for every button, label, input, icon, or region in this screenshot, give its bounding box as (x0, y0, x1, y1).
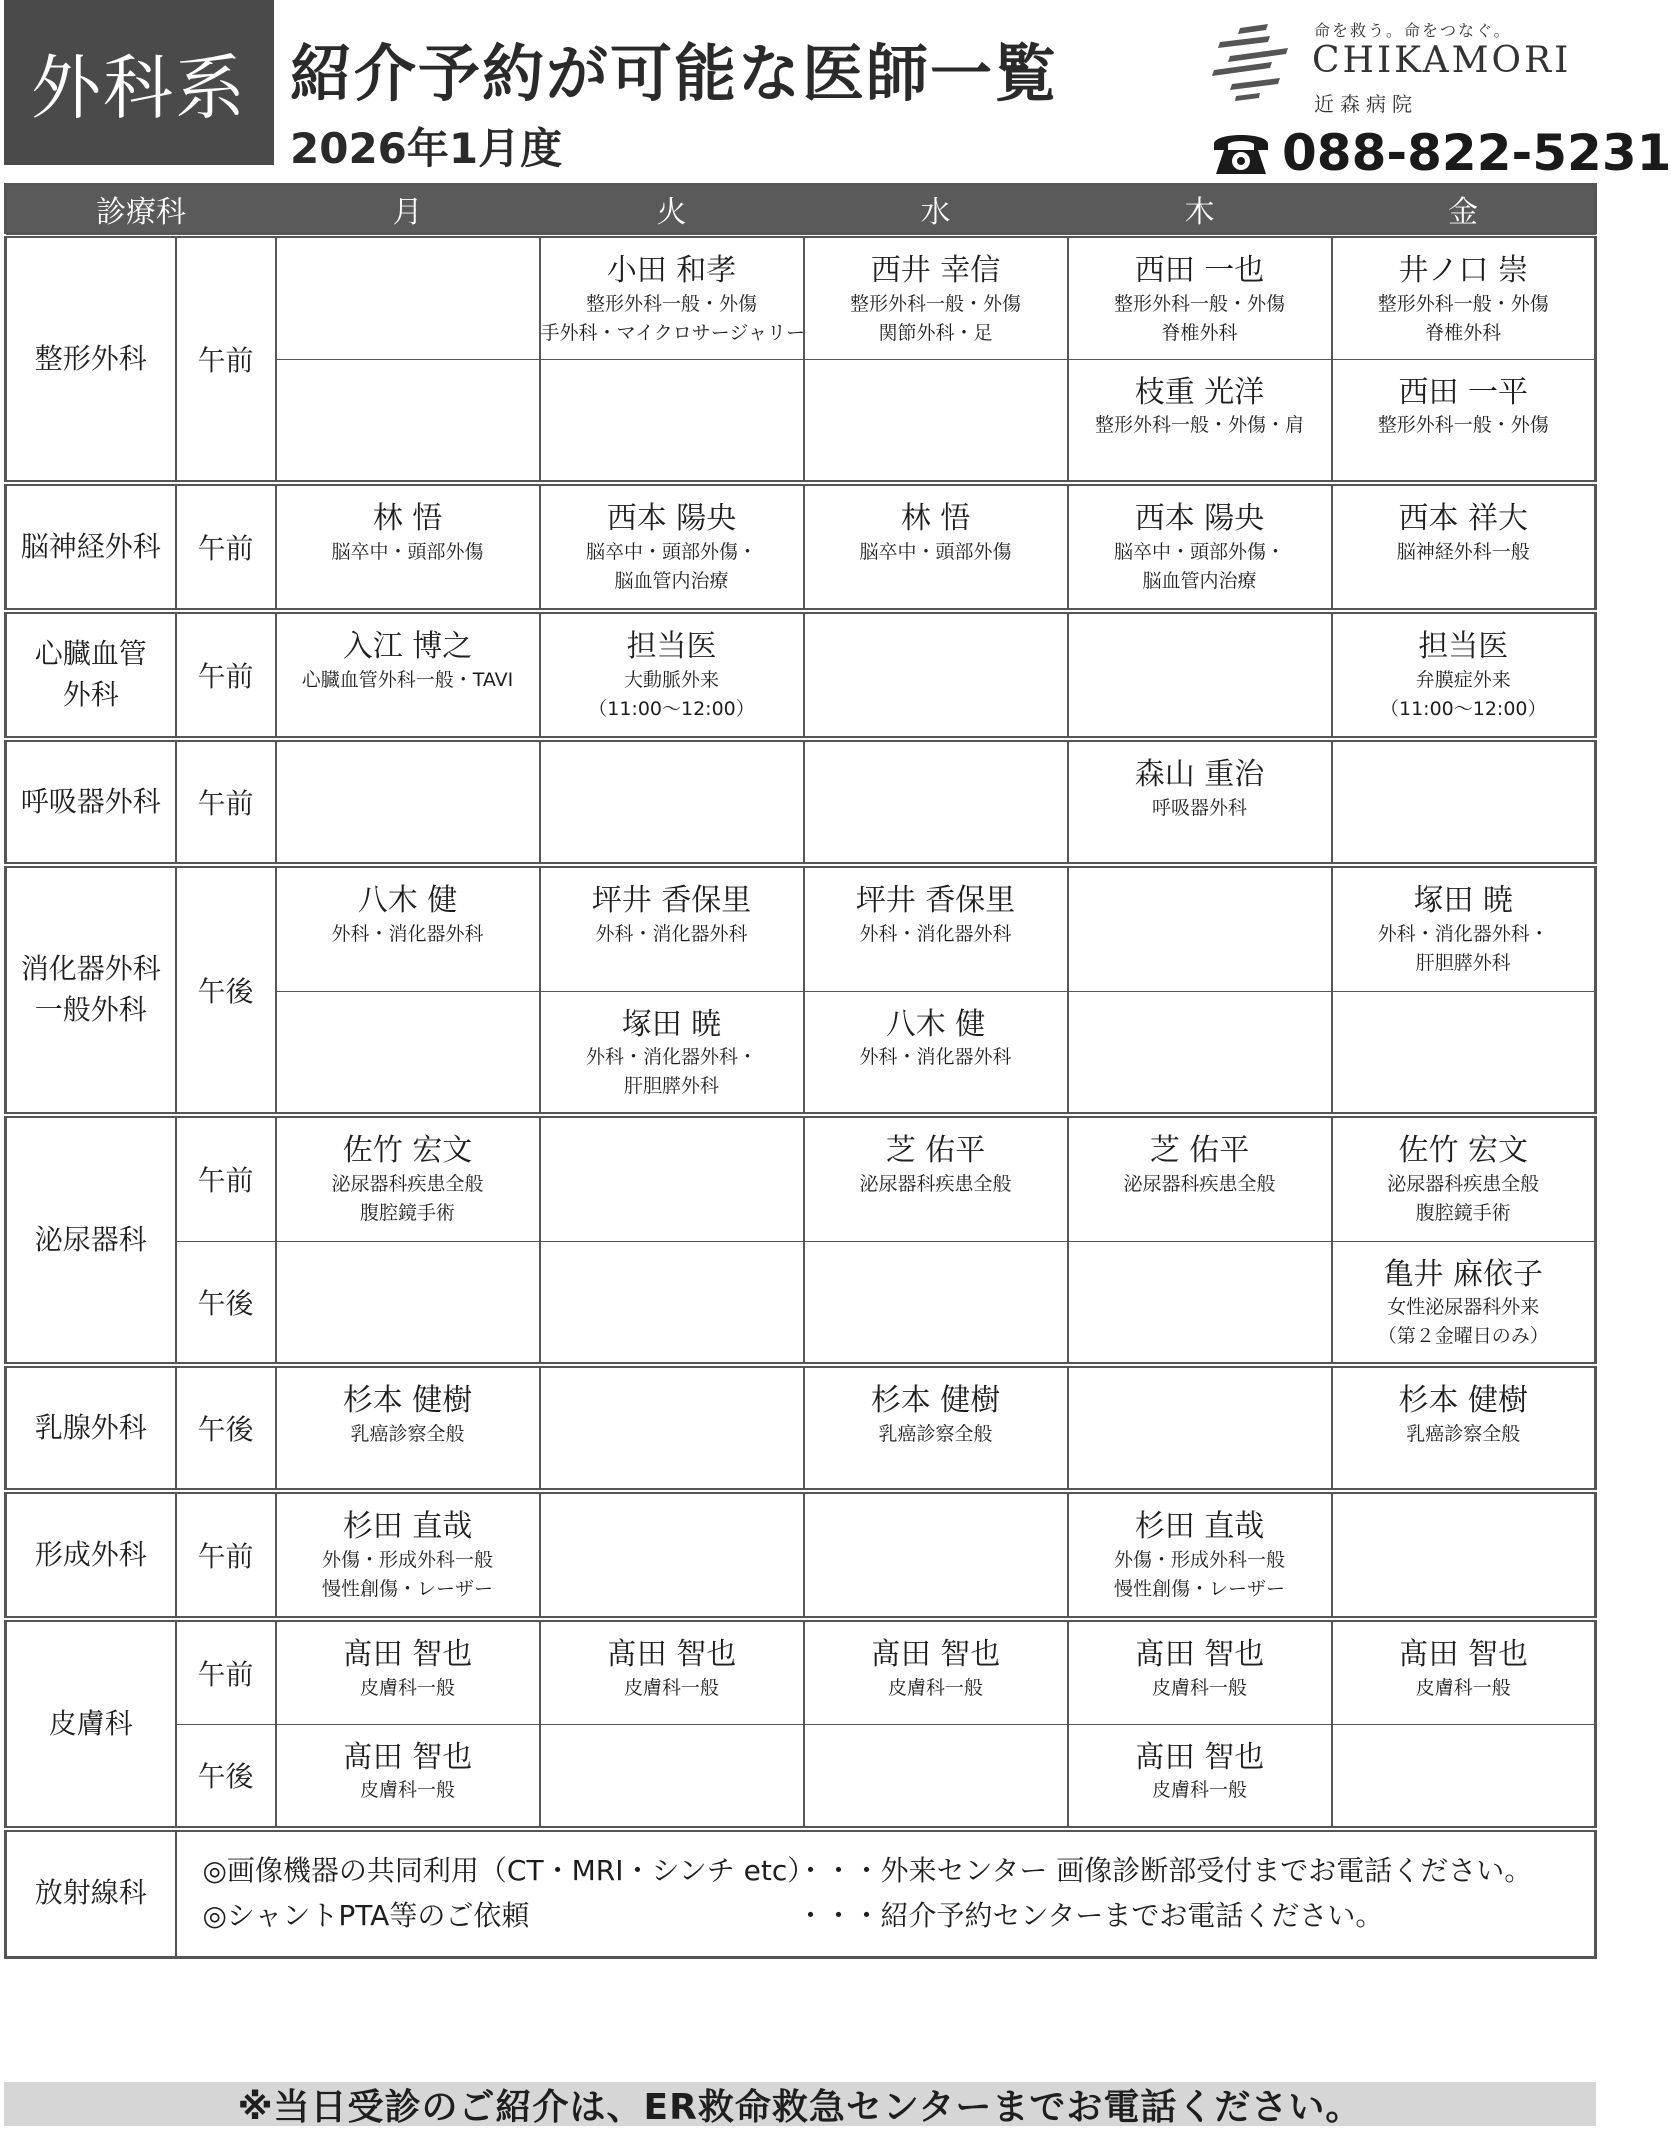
schedule-cell-wednesday (804, 991, 1068, 1115)
column-header-wednesday: 水 (804, 185, 1068, 236)
department-group (6, 1491, 1596, 1619)
session-time: 午前 (176, 1115, 276, 1241)
column-header-monday: 月 (276, 185, 540, 236)
schedule-cell-friday (1332, 991, 1596, 1115)
schedule-cell-monday (276, 739, 540, 865)
telephone-icon (1210, 126, 1272, 178)
doctor-name: 髙田 智也 (1134, 1637, 1265, 1672)
schedule-cell-thursday (1068, 865, 1332, 991)
doctor-specialty: 皮膚科一般 (1151, 1676, 1247, 1699)
doctor-specialty: 皮膚科一般 (623, 1676, 719, 1699)
doctor-name: 杉田 直哉 (342, 1509, 473, 1544)
doctor-name: 塚田 暁 (1413, 883, 1514, 918)
schedule-cell-friday (1332, 1491, 1596, 1619)
doctor-specialty: 関節外科・足 (878, 321, 993, 344)
schedule-cell-friday (1332, 235, 1596, 359)
page-title: 紹介予約が可能な医師一覧 (290, 37, 1059, 110)
radiology-notes (176, 1829, 1596, 1957)
doctor-specialty: （第２金曜日のみ） (1377, 1325, 1549, 1348)
table-header-row (6, 185, 1596, 236)
doctor-specialty: 肝胆膵外科 (1415, 951, 1511, 974)
doctor-name: 杉本 健樹 (342, 1383, 473, 1418)
doctor-specialty: 脳神経外科一般 (1396, 540, 1530, 563)
doctor-specialty: 乳癌診察全般 (1406, 1422, 1521, 1445)
hospital-logo (1210, 18, 1572, 118)
session-time: 午前 (176, 739, 276, 865)
schedule-cell-monday (276, 991, 540, 1115)
doctor-name: 西本 祥大 (1398, 501, 1529, 536)
radiology-note-item: ◎画像機器の共同利用（CT・MRI・シンチ etc） (202, 1853, 816, 1887)
doctor-name: 塚田 暁 (621, 1006, 722, 1042)
doctor-name: 井ノ口 崇 (1398, 253, 1529, 288)
doctor-specialty: 外科・消化器外科 (859, 1046, 1012, 1068)
schedule-cell-tuesday (540, 991, 804, 1115)
table-row (6, 1491, 1596, 1619)
doctor-name: 小田 和孝 (606, 253, 737, 288)
doctor-specialty: 乳癌診察全般 (878, 1422, 993, 1445)
doctor-specialty: 外科・消化器外科・ (1377, 922, 1549, 945)
schedule-cell-thursday (1068, 991, 1332, 1115)
radiology-note-contact: ・・・外来センター 画像診断部受付までお電話ください。 (796, 1853, 1533, 1887)
doctor-specialty: 女性泌尿器科外来 (1387, 1296, 1540, 1318)
doctor-name: 髙田 智也 (342, 1739, 473, 1775)
session-time: 午後 (176, 865, 276, 1115)
schedule-cell-friday (1332, 359, 1596, 483)
doctor-name: 西井 幸信 (870, 253, 1001, 288)
category-label: 外科系 (4, 0, 274, 165)
logo-name-en: CHIKAMORI (1312, 40, 1572, 81)
schedule-cell-friday (1332, 1619, 1596, 1724)
department-group (6, 483, 1596, 611)
schedule-cell-wednesday (804, 235, 1068, 359)
doctor-name: 西本 陽央 (606, 501, 737, 536)
doctor-name: 佐竹 宏文 (1398, 1133, 1529, 1168)
schedule-cell-thursday (1068, 739, 1332, 865)
schedule-cell-monday (276, 1724, 540, 1829)
doctor-name: 西田 一也 (1134, 253, 1265, 288)
doctor-specialty: 外傷・形成外科一般 (1113, 1548, 1285, 1571)
department-name: 皮膚科 (6, 1619, 176, 1829)
doctor-specialty: （11:00～12:00） (1379, 697, 1547, 720)
doctor-specialty: 腹腔鏡手術 (1415, 1201, 1511, 1224)
doctor-specialty: 呼吸器外科 (1151, 796, 1247, 819)
schedule-cell-thursday (1068, 359, 1332, 483)
table-row (6, 865, 1596, 991)
schedule-cell-tuesday (540, 1241, 804, 1365)
schedule-cell-friday (1332, 865, 1596, 991)
doctor-schedule-table (4, 183, 1597, 1959)
doctor-specialty: 外科・消化器外科 (595, 922, 748, 945)
schedule-cell-tuesday (540, 1724, 804, 1829)
schedule-cell-friday (1332, 1115, 1596, 1241)
department-group (6, 865, 1596, 1115)
doctor-specialty: 脳卒中・頭部外傷・ (1113, 540, 1285, 563)
schedule-cell-wednesday (804, 1241, 1068, 1365)
doctor-specialty: 皮膚科一般 (359, 1779, 455, 1801)
doctor-specialty: 外科・消化器外科・ (585, 1046, 757, 1068)
schedule-cell-friday (1332, 483, 1596, 611)
department-name: 泌尿器科 (6, 1115, 176, 1365)
department-group (6, 611, 1596, 739)
doctor-specialty: 外傷・形成外科一般 (321, 1548, 493, 1571)
schedule-cell-wednesday (804, 359, 1068, 483)
doctor-specialty: 整形外科一般・外傷・肩 (1094, 414, 1304, 436)
schedule-cell-tuesday (540, 235, 804, 359)
schedule-cell-thursday (1068, 1365, 1332, 1491)
table-row (6, 1619, 1596, 1724)
doctor-specialty: 腹腔鏡手術 (359, 1201, 455, 1224)
doctor-name: 坪井 香保里 (855, 883, 1016, 918)
chikamori-logo-icon (1210, 22, 1290, 102)
logo-tagline: 命を救う。命をつなぐ。 (1314, 21, 1512, 40)
phone-contact[interactable] (1210, 124, 1671, 182)
schedule-cell-monday (276, 611, 540, 739)
schedule-cell-thursday (1068, 611, 1332, 739)
session-time: 午後 (176, 1724, 276, 1829)
schedule-cell-wednesday (804, 483, 1068, 611)
doctor-name: 芝 佑平 (1149, 1133, 1250, 1168)
doctor-name: 亀井 麻依子 (1383, 1256, 1544, 1292)
doctor-name: 杉田 直哉 (1134, 1509, 1265, 1544)
doctor-specialty: 外科・消化器外科 (859, 922, 1012, 945)
schedule-cell-monday (276, 865, 540, 991)
logo-name-jp: 近森病院 (1314, 92, 1418, 116)
doctor-name: 八木 健 (357, 883, 458, 918)
doctor-specialty: 整形外科一般・外傷 (1377, 292, 1549, 315)
schedule-cell-tuesday (540, 483, 804, 611)
department-group (6, 739, 1596, 865)
doctor-name: 担当医 (626, 629, 717, 664)
schedule-cell-tuesday (540, 865, 804, 991)
table-row (6, 1115, 1596, 1241)
doctor-specialty: 整形外科一般・外傷 (849, 292, 1021, 315)
schedule-cell-wednesday (804, 1619, 1068, 1724)
department-name: 心臓血管 外科 (6, 611, 176, 739)
schedule-cell-monday (276, 1115, 540, 1241)
footer-notice: ※当日受診のご紹介は、ER救命救急センターまでお電話ください。 (4, 2082, 1596, 2126)
doctor-specialty: 脊椎外科 (1161, 321, 1238, 344)
schedule-cell-tuesday (540, 611, 804, 739)
table-row (6, 611, 1596, 739)
session-time: 午前 (176, 1491, 276, 1619)
doctor-specialty: 脳卒中・頭部外傷 (331, 540, 484, 563)
doctor-specialty: 泌尿器科疾患全般 (1123, 1172, 1276, 1195)
doctor-name: 髙田 智也 (1134, 1739, 1265, 1775)
doctor-specialty: 外科・消化器外科 (331, 922, 484, 945)
schedule-cell-thursday (1068, 235, 1332, 359)
schedule-cell-tuesday (540, 1115, 804, 1241)
doctor-name: 髙田 智也 (342, 1637, 473, 1672)
doctor-specialty: 脳血管内治療 (614, 569, 729, 592)
schedule-cell-monday (276, 1619, 540, 1724)
doctor-specialty: 泌尿器科疾患全般 (331, 1172, 484, 1195)
department-group (6, 235, 1596, 483)
column-header-friday: 金 (1332, 185, 1596, 236)
doctor-specialty: （11:00～12:00） (588, 697, 755, 720)
doctor-specialty: 慢性創傷・レーザー (321, 1577, 493, 1600)
doctor-specialty: 皮膚科一般 (1151, 1779, 1247, 1801)
doctor-name: 八木 健 (885, 1006, 986, 1042)
table-row (6, 235, 1596, 359)
doctor-specialty: 皮膚科一般 (887, 1676, 983, 1699)
column-header-thursday: 木 (1068, 185, 1332, 236)
session-time: 午前 (176, 611, 276, 739)
table-row (6, 1829, 1596, 1957)
schedule-cell-monday (276, 235, 540, 359)
doctor-specialty: 大動脈外来 (623, 668, 719, 691)
doctor-name: 入江 博之 (342, 629, 473, 664)
schedule-cell-tuesday (540, 1365, 804, 1491)
schedule-cell-thursday (1068, 1724, 1332, 1829)
doctor-name: 林 悟 (372, 501, 443, 536)
doctor-specialty: 整形外科一般・外傷 (1377, 414, 1549, 436)
doctor-name: 西本 陽央 (1134, 501, 1265, 536)
doctor-name: 森山 重治 (1134, 757, 1265, 792)
radiology-note-contact: ・・・紹介予約センターまでお電話ください。 (796, 1898, 1384, 1932)
department-group (6, 1115, 1596, 1365)
doctor-specialty: 脳卒中・頭部外傷・ (585, 540, 757, 563)
radiology-note-item: ◎シャントPTA等のご依頼 (202, 1898, 530, 1932)
doctor-specialty: 整形外科一般・外傷 (1113, 292, 1285, 315)
department-name: 脳神経外科 (6, 483, 176, 611)
session-time: 午前 (176, 235, 276, 483)
column-header-department: 診療科 (6, 185, 276, 236)
schedule-cell-monday (276, 1491, 540, 1619)
doctor-specialty: 慢性創傷・レーザー (1113, 1577, 1285, 1600)
schedule-cell-wednesday (804, 611, 1068, 739)
doctor-name: 芝 佑平 (885, 1133, 986, 1168)
table-row (6, 739, 1596, 865)
doctor-name: 佐竹 宏文 (342, 1133, 473, 1168)
doctor-specialty: 泌尿器科疾患全般 (1387, 1172, 1540, 1195)
schedule-cell-thursday (1068, 1491, 1332, 1619)
schedule-cell-tuesday (540, 1491, 804, 1619)
department-name: 呼吸器外科 (6, 739, 176, 865)
doctor-name: 坪井 香保里 (591, 883, 752, 918)
doctor-specialty: 皮膚科一般 (359, 1676, 455, 1699)
department-group (6, 1619, 1596, 1829)
schedule-cell-wednesday (804, 739, 1068, 865)
schedule-cell-wednesday (804, 865, 1068, 991)
doctor-specialty: 整形外科一般・外傷 (585, 292, 757, 315)
schedule-cell-thursday (1068, 1619, 1332, 1724)
schedule-cell-monday (276, 359, 540, 483)
session-time: 午前 (176, 483, 276, 611)
department-name: 乳腺外科 (6, 1365, 176, 1491)
doctor-name: 髙田 智也 (870, 1637, 1001, 1672)
column-header-tuesday: 火 (540, 185, 804, 236)
schedule-cell-wednesday (804, 1115, 1068, 1241)
doctor-name: 髙田 智也 (1398, 1637, 1529, 1672)
schedule-cell-friday (1332, 739, 1596, 865)
schedule-cell-tuesday (540, 1619, 804, 1724)
doctor-name: 西田 一平 (1398, 374, 1529, 410)
table-row (6, 1724, 1596, 1829)
department-name: 整形外科 (6, 235, 176, 483)
doctor-name: 髙田 智也 (606, 1637, 737, 1672)
doctor-specialty: 手外科・マイクロサージャリー (540, 321, 805, 344)
department-group (6, 1829, 1596, 1957)
schedule-cell-wednesday (804, 1365, 1068, 1491)
schedule-cell-monday (276, 483, 540, 611)
doctor-specialty: 肝胆膵外科 (623, 1075, 719, 1098)
schedule-cell-friday (1332, 1241, 1596, 1365)
schedule-cell-thursday (1068, 1241, 1332, 1365)
doctor-specialty: 皮膚科一般 (1415, 1676, 1511, 1699)
table-row (6, 1241, 1596, 1365)
schedule-cell-monday (276, 1365, 540, 1491)
table-row (6, 483, 1596, 611)
doctor-name: 枝重 光洋 (1134, 374, 1265, 410)
doctor-specialty: 脊椎外科 (1425, 321, 1502, 344)
doctor-name: 担当医 (1418, 629, 1509, 664)
doctor-specialty: 乳癌診察全般 (350, 1422, 465, 1445)
table-row (6, 1365, 1596, 1491)
schedule-cell-tuesday (540, 739, 804, 865)
radiology-note-line (203, 1894, 1595, 1939)
schedule-cell-tuesday (540, 359, 804, 483)
schedule-cell-wednesday (804, 1491, 1068, 1619)
schedule-cell-thursday (1068, 1115, 1332, 1241)
session-time: 午後 (176, 1241, 276, 1365)
doctor-name: 林 悟 (900, 501, 971, 536)
doctor-specialty: 泌尿器科疾患全般 (859, 1172, 1012, 1195)
phone-number[interactable]: 088-822-5231 (1282, 124, 1671, 182)
department-name: 形成外科 (6, 1491, 176, 1619)
doctor-specialty: 心臓血管外科一般・TAVI (301, 668, 514, 691)
doctor-name: 杉本 健樹 (1398, 1383, 1529, 1418)
schedule-cell-friday (1332, 1724, 1596, 1829)
doctor-specialty: 弁膜症外来 (1415, 668, 1511, 691)
schedule-cell-friday (1332, 1365, 1596, 1491)
period-label: 2026年1月度 (290, 124, 563, 173)
radiology-note-line (203, 1849, 1595, 1894)
doctor-specialty: 脳卒中・頭部外傷 (859, 540, 1012, 563)
session-time: 午前 (176, 1619, 276, 1724)
schedule-cell-monday (276, 1241, 540, 1365)
department-name: 放射線科 (6, 1829, 176, 1957)
department-group (6, 1365, 1596, 1491)
department-name: 消化器外科 一般外科 (6, 865, 176, 1115)
doctor-name: 杉本 健樹 (870, 1383, 1001, 1418)
session-time: 午後 (176, 1365, 276, 1491)
schedule-cell-friday (1332, 611, 1596, 739)
doctor-specialty: 脳血管内治療 (1142, 569, 1257, 592)
schedule-cell-wednesday (804, 1724, 1068, 1829)
schedule-cell-thursday (1068, 483, 1332, 611)
